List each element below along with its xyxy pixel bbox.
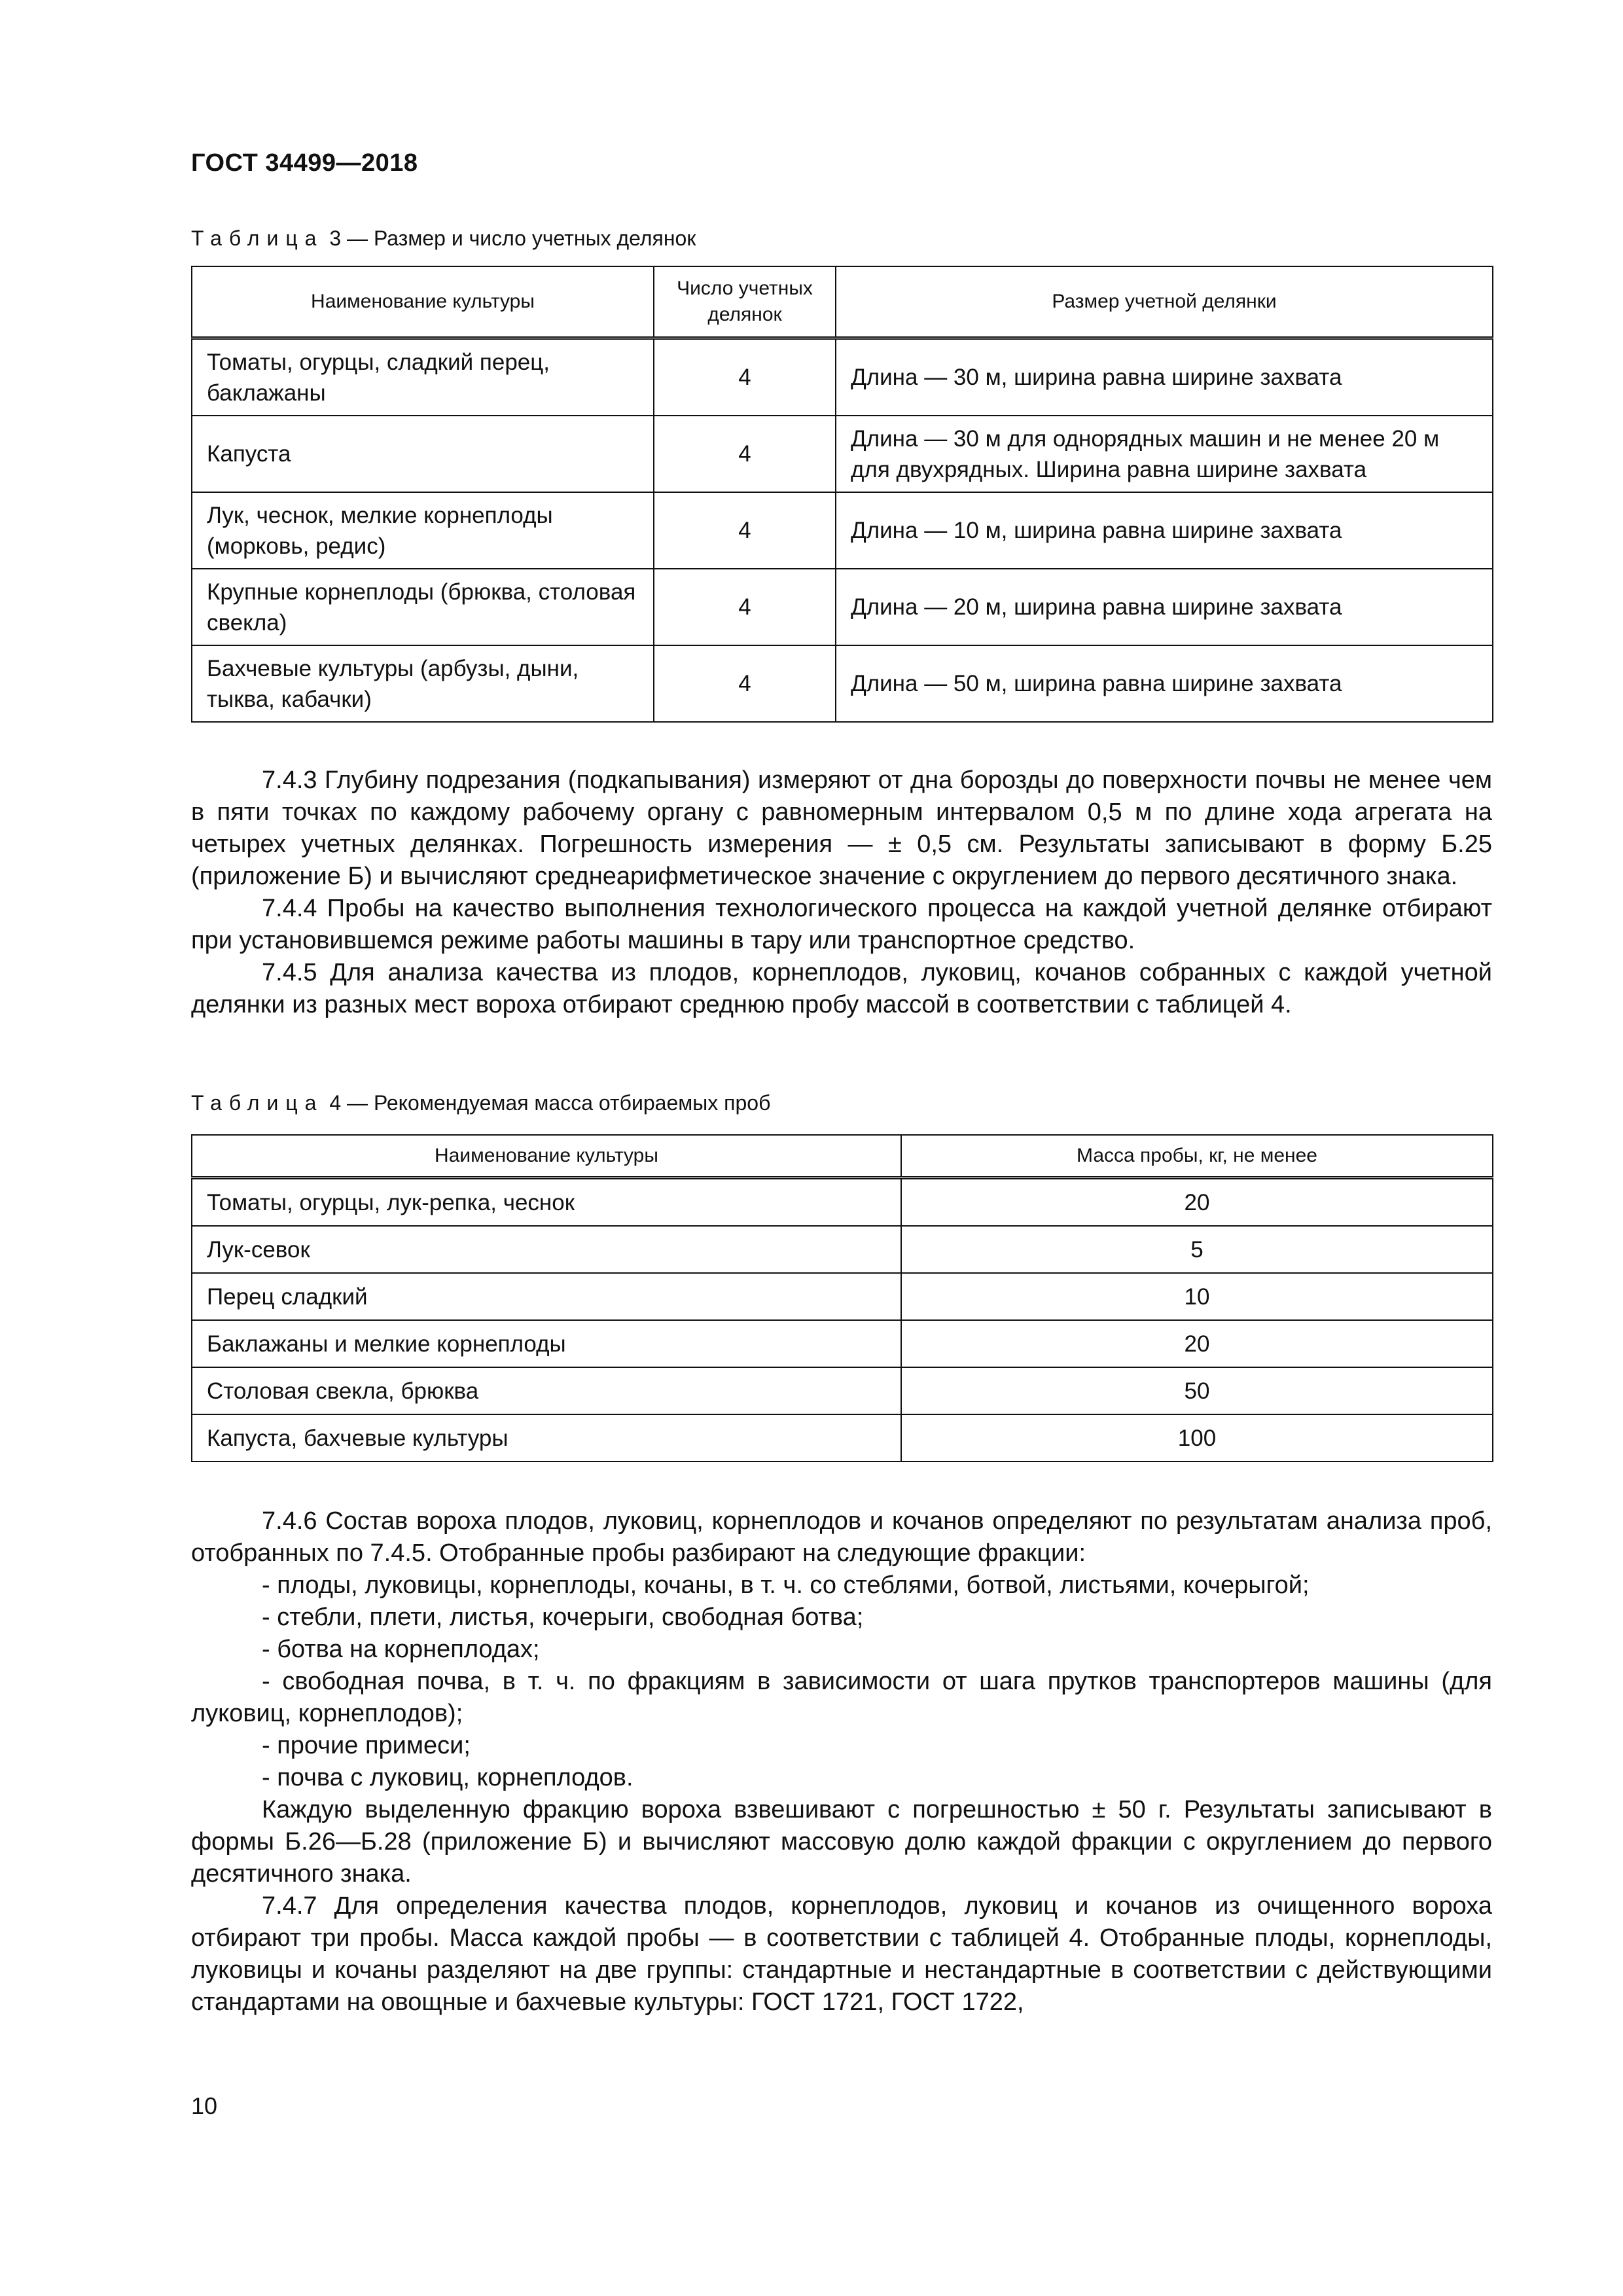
table-cell: 20 (901, 1178, 1493, 1227)
table-cell: Длина — 30 м, ширина равна ширине захвата (836, 338, 1493, 416)
list-item: - почва с луковиц, корнеплодов. (262, 1764, 633, 1791)
table-cell: Длина — 50 м, ширина равна ширине захвата (836, 645, 1493, 722)
column-header: Наименование культуры (192, 1135, 901, 1178)
table-cell: 4 (654, 338, 836, 416)
paragraph-7-4-7: 7.4.7 Для определения качества плодов, корнеплодов, луковиц и кочанов из очищенного вороха отбирают три пробы. Масса каждой пробы — в соответствии с таблицей 4. Отобранные плоды, корнеплоды, луковицы и кочаны разделяют на две группы: стандартные и нестандартные в соответствии с действующими стандартами на овощные и бахчевые культуры: ГОСТ 1721, ГОСТ 1722, (191, 1892, 1492, 2016)
column-header: Число учетных делянок (654, 266, 836, 338)
table-cell: 50 (901, 1367, 1493, 1414)
document-header: ГОСТ 34499—2018 (191, 149, 418, 177)
table4-caption-title: — Рекомендуемая масса отбираемых проб (347, 1091, 771, 1115)
table-row (192, 492, 1493, 569)
table-header-row (192, 266, 1493, 338)
table-row (192, 416, 1493, 492)
table-cell: Бахчевые культуры (арбузы, дыни, тыква, кабачки) (192, 645, 654, 722)
table3-caption (191, 226, 696, 251)
table-cell: 5 (901, 1226, 1493, 1273)
table-3 (191, 266, 1493, 723)
section-7-4-6-to-7-4-7 (191, 1505, 1492, 2018)
table-row (192, 1414, 1493, 1462)
paragraph-7-4-3: 7.4.3 Глубину подрезания (подкапывания) измеряют от дна борозды до поверхности почвы не менее чем в пяти точках по каждому рабочему органу с равномерным интервалом 0,5 м по длине хода агрегата на четырех учетных делянках. Погрешность измерения — ± 0,5 см. Результаты записывают в форму Б.25 (приложение Б) и вычисляют среднеарифметическое значение с округлением до первого десятичного знака. (191, 766, 1492, 890)
table-cell: Томаты, огурцы, лук-репка, чеснок (192, 1178, 901, 1227)
table-cell: Баклажаны и мелкие корнеплоды (192, 1320, 901, 1367)
table-cell: Длина — 30 м для однорядных машин и не менее 20 м для двухрядных. Ширина равна ширине захвата (836, 416, 1493, 492)
list-item: - стебли, плети, листья, кочерыги, свободная ботва; (262, 1604, 864, 1631)
table-row (192, 1320, 1493, 1367)
table-row (192, 1367, 1493, 1414)
table-cell: 4 (654, 645, 836, 722)
table-cell: Лук-севок (192, 1226, 901, 1273)
paragraph-weighing: Каждую выделенную фракцию вороха взвешивают с погрешностью ± 50 г. Результаты записывают в формы Б.26—Б.28 (приложение Б) и вычисляют массовую долю каждой фракции с округлением до первого десятичного знака. (191, 1796, 1492, 1888)
table-row (192, 338, 1493, 416)
table-cell: Капуста, бахчевые культуры (192, 1414, 901, 1462)
table-cell: 10 (901, 1273, 1493, 1320)
table-row (192, 569, 1493, 645)
table-cell: Томаты, огурцы, сладкий перец, баклажаны (192, 338, 654, 416)
table-cell: Лук, чеснок, мелкие корнеплоды (морковь, редис) (192, 492, 654, 569)
table-cell: Длина — 20 м, ширина равна ширине захвата (836, 569, 1493, 645)
table-cell: Капуста (192, 416, 654, 492)
paragraph-7-4-5: 7.4.5 Для анализа качества из плодов, корнеплодов, луковиц, кочанов собранных с каждой учетной делянки из разных мест вороха отбирают среднюю пробу массой в соответствии с таблицей 4. (191, 959, 1492, 1018)
paragraph-7-4-6: 7.4.6 Состав вороха плодов, луковиц, корнеплодов и кочанов определяют по результатам анализа проб, отобранных по 7.4.5. Отобранные пробы разбирают на следующие фракции: (191, 1507, 1492, 1567)
table-row (192, 645, 1493, 722)
list-item: - ботва на корнеплодах; (262, 1636, 540, 1663)
table-cell: 100 (901, 1414, 1493, 1462)
table4-caption (191, 1091, 770, 1115)
table3-caption-number: 3 (329, 226, 342, 250)
table-4 (191, 1134, 1493, 1462)
table-cell: Длина — 10 м, ширина равна ширине захвата (836, 492, 1493, 569)
table3-caption-title: — Размер и число учетных делянок (347, 226, 696, 250)
table-row (192, 1226, 1493, 1273)
list-item: - плоды, луковицы, корнеплоды, кочаны, в т. ч. со стеблями, ботвой, листьями, кочерыгой; (262, 1571, 1310, 1599)
paragraph-7-4-4: 7.4.4 Пробы на качество выполнения технологического процесса на каждой учетной делянке отбирают при установившемся режиме работы машины в тару или транспортное средство. (191, 895, 1492, 954)
table-header-row (192, 1135, 1493, 1178)
table-row (192, 1178, 1493, 1227)
table4-caption-number: 4 (329, 1091, 342, 1115)
table-cell: 4 (654, 492, 836, 569)
table-cell: Перец сладкий (192, 1273, 901, 1320)
table-cell: Крупные корнеплоды (брюква, столовая свекла) (192, 569, 654, 645)
section-7-4-3-to-7-4-5 (191, 764, 1492, 1021)
fractions-list (191, 1570, 1492, 1794)
column-header: Наименование культуры (192, 266, 654, 338)
table-cell: 4 (654, 416, 836, 492)
list-item: - свободная почва, в т. ч. по фракциям в зависимости от шага прутков транспортеров машины (для луковиц, корнеплодов); (191, 1668, 1492, 1727)
table-cell: Столовая свекла, брюква (192, 1367, 901, 1414)
table-row (192, 1273, 1493, 1320)
page-number: 10 (191, 2092, 218, 2119)
table4-caption-word: Таблица (191, 1091, 324, 1115)
table3-caption-word: Таблица (191, 226, 324, 250)
table-cell: 20 (901, 1320, 1493, 1367)
table-cell: 4 (654, 569, 836, 645)
column-header: Масса пробы, кг, не менее (901, 1135, 1493, 1178)
column-header: Размер учетной делянки (836, 266, 1493, 338)
list-item: - прочие примеси; (262, 1732, 471, 1759)
